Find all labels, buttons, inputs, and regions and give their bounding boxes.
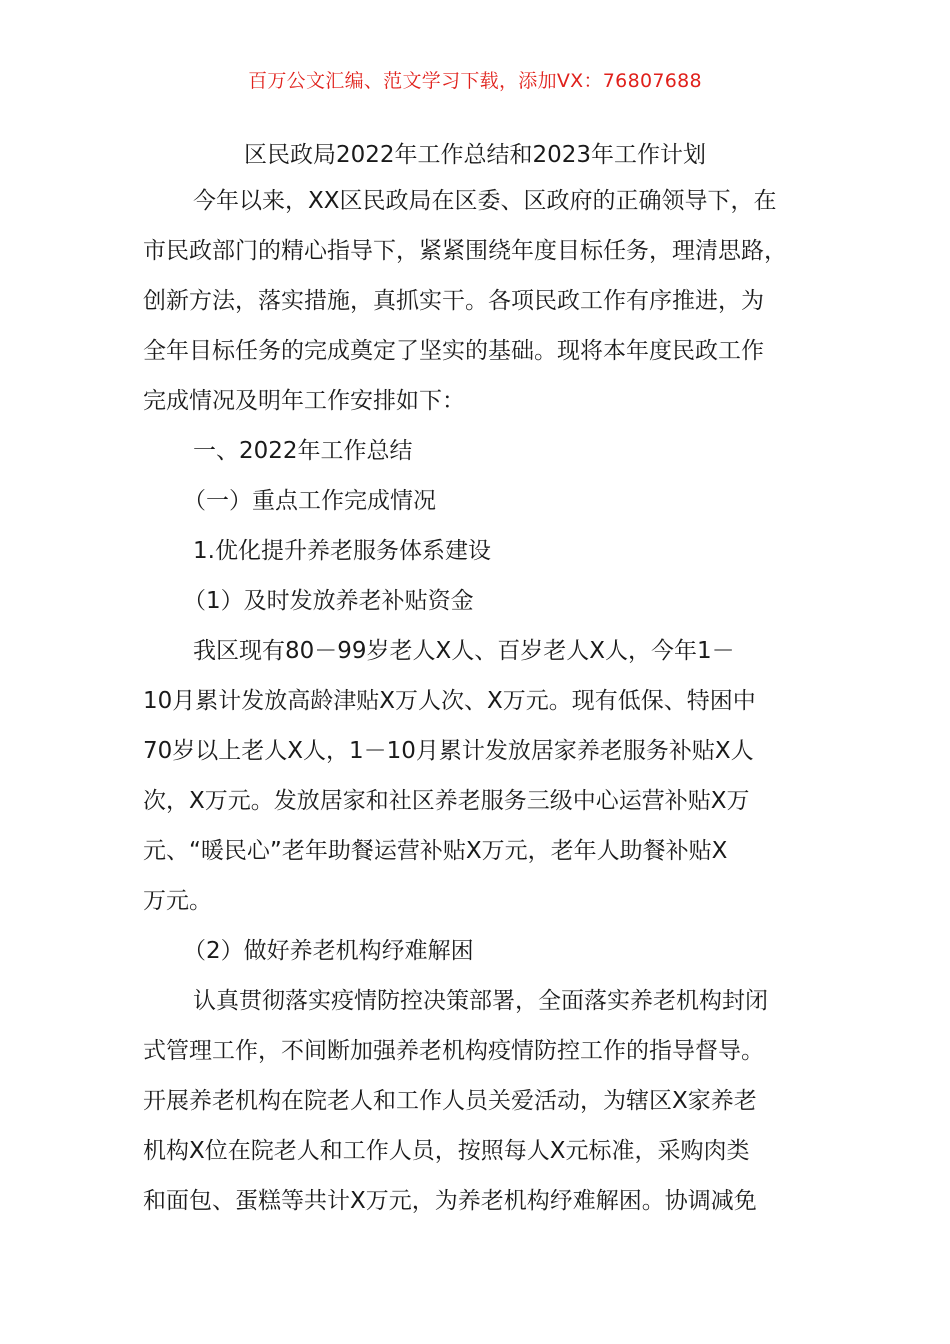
item-heading: 1.优化提升养老服务体系建设	[193, 538, 491, 564]
header-note: 百万公文汇编、范文学习下载，添加VX：76807688	[248, 70, 702, 92]
paragraph-line: 10月累计发放高龄津贴X万人次、X万元。现有低保、特困中	[143, 688, 756, 714]
paragraph-line: 机构X位在院老人和工作人员，按照每人X元标准，采购肉类	[143, 1138, 750, 1164]
paragraph-line: 认真贯彻落实疫情防控决策部署，全面落实养老机构封闭	[193, 988, 768, 1014]
paragraph-line: 70岁以上老人X人，1－10月累计发放居家养老服务补贴X人	[143, 738, 754, 764]
paragraph-line: 次，X万元。发放居家和社区养老服务三级中心运营补贴X万	[143, 788, 750, 814]
paragraph-line: 元、“暖民心”老年助餐运营补贴X万元，老年人助餐补贴X	[143, 838, 728, 864]
document-title: 区民政局2022年工作总结和2023年工作计划	[243, 142, 707, 168]
paragraph-line: 我区现有80－99岁老人X人、百岁老人X人，今年1－	[193, 638, 735, 664]
paragraph-line: 市民政部门的精心指导下，紧紧围绕年度目标任务，理清思路，	[143, 238, 787, 264]
subitem-heading: （1）及时发放养老补贴资金	[183, 588, 474, 614]
document-body	[143, 176, 813, 1226]
paragraph-line: 万元。	[143, 888, 212, 914]
section-heading: 一、2022年工作总结	[193, 438, 413, 464]
paragraph-line: 和面包、蛋糕等共计X万元，为养老机构纾难解困。协调减免	[143, 1188, 757, 1214]
subsection-heading: （一）重点工作完成情况	[183, 488, 436, 514]
paragraph-line: 全年目标任务的完成奠定了坚实的基础。现将本年度民政工作	[143, 338, 764, 364]
paragraph-line: 开展养老机构在院老人和工作人员关爱活动，为辖区X家养老	[143, 1088, 757, 1114]
paragraph-line: 创新方法，落实措施，真抓实干。各项民政工作有序推进，为	[143, 288, 764, 314]
paragraph-line: 今年以来，XX区民政局在区委、区政府的正确领导下，在	[193, 188, 777, 214]
paragraph-line: 完成情况及明年工作安排如下：	[143, 388, 465, 414]
subitem-heading: （2）做好养老机构纾难解困	[183, 938, 474, 964]
paragraph-line: 式管理工作，不间断加强养老机构疫情防控工作的指导督导。	[143, 1038, 764, 1064]
